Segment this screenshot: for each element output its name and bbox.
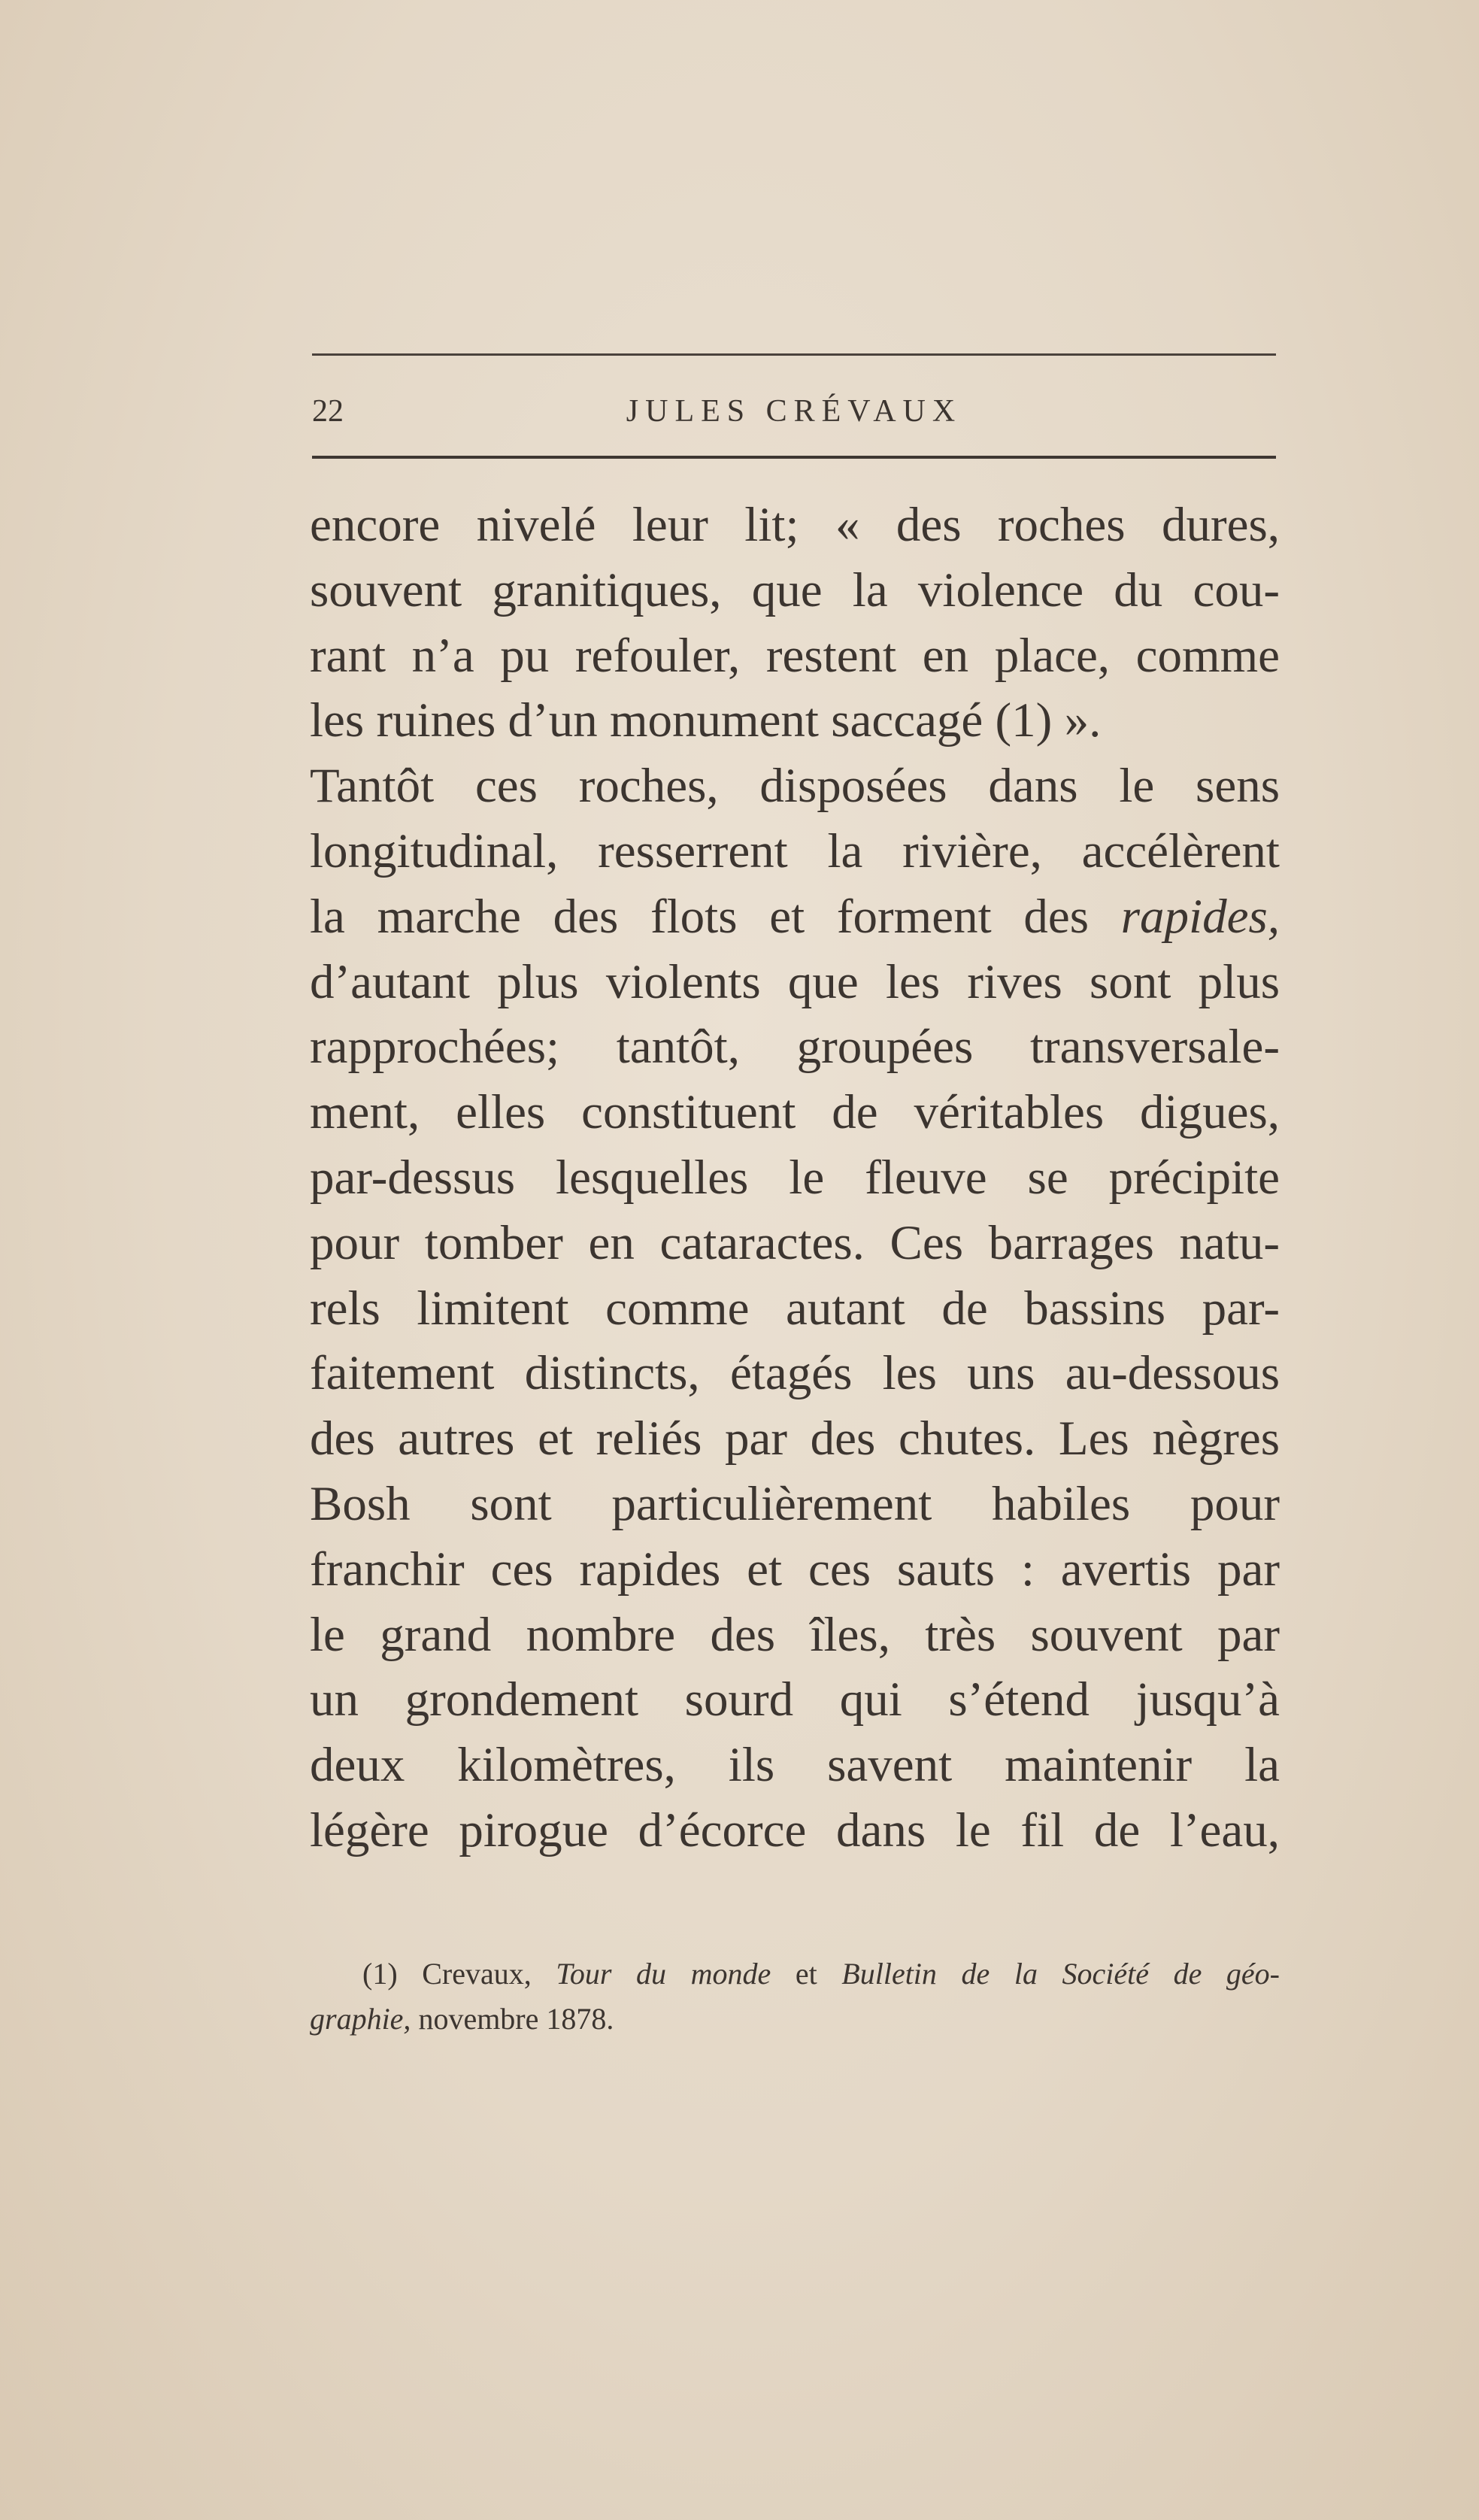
footnote-title-1: Tour du monde (556, 1957, 771, 1991)
text-line: longitudinal, resserrent la rivière, accélèrent (310, 823, 1280, 878)
text-line: franchir ces rapides et ces sauts : avertis par (310, 1542, 1280, 1597)
text-line: les ruines d’un monument saccagé (1) ». (310, 693, 1102, 748)
running-head (312, 385, 1276, 438)
text-line: rant n’a pu refouler, restent en place, comme (310, 628, 1280, 683)
header-rule-bottom (312, 456, 1276, 459)
text-line: deux kilomètres, ils savent maintenir la (310, 1738, 1280, 1793)
footnote-date: novembre 1878. (411, 2002, 614, 2036)
text-line: légère pirogue d’écorce dans le fil de l’eau, (310, 1803, 1280, 1857)
text-line: par-dessus lesquelles le fleuve se précipite (310, 1150, 1280, 1205)
text-line: souvent granitiques, que la violence du cou- (310, 563, 1280, 617)
footnote-marker: (1) Crevaux, (362, 1957, 556, 1991)
text-line: Bosh sont particulièrement habiles pour (310, 1476, 1280, 1531)
text-line: rels limitent comme autant de bassins par- (310, 1281, 1280, 1336)
text-line: des autres et reliés par des chutes. Les nègres (310, 1412, 1280, 1466)
footnote (310, 1951, 1280, 2042)
running-title: JULES CRÉVAUX (626, 394, 962, 429)
text-line: rapprochées; tantôt, groupées transversale- (310, 1020, 1280, 1075)
page-number: 22 (312, 394, 344, 429)
footnote-title-2-cont: graphie, (310, 2002, 411, 2036)
italic-word: rapides, (1120, 889, 1280, 944)
text-line: un grondement sourd qui s’étend jusqu’à (310, 1672, 1280, 1727)
body-text (310, 493, 1280, 1863)
text-line-part: la marche des flots et forment des (310, 889, 1121, 944)
text-line: Tantôt ces roches, disposées dans le sens (310, 759, 1280, 814)
footnote-title-2: Bulletin de la Société de géo- (841, 1957, 1280, 1991)
text-line: encore nivelé leur lit; « des roches dures, (310, 498, 1280, 552)
text-line: d’autant plus violents que les rives sont plus (310, 954, 1280, 1009)
footnote-line (310, 1951, 1280, 1997)
footnote-line (310, 1997, 1280, 2042)
text-line: ment, elles constituent de véritables digues, (310, 1085, 1280, 1140)
text-line: faitement distincts, étagés les uns au-dessous (310, 1346, 1280, 1401)
text-line: le grand nombre des îles, très souvent par (310, 1607, 1280, 1662)
text-line: pour tomber en cataractes. Ces barrages natu- (310, 1215, 1280, 1270)
header-rule-top (312, 353, 1276, 356)
text-line-italic-mix (310, 884, 1280, 950)
footnote-conjunction: et (771, 1957, 842, 1991)
